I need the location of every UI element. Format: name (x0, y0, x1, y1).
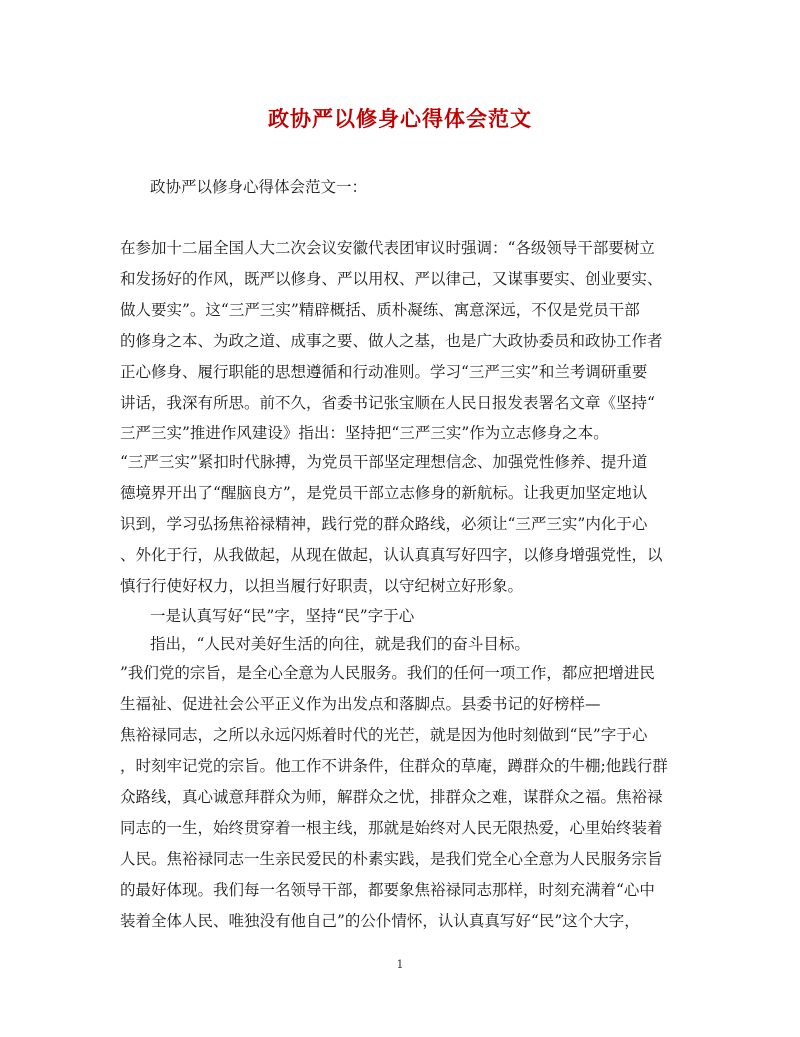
body-line: 的最好体现。我们每一名领导干部，都要象焦裕禄同志那样，时刻充满着“心中 (120, 881, 655, 899)
body-line: 众路线，真心诚意拜群众为师，解群众之忧，排群众之难，谋群众之福。焦裕禄 (120, 788, 663, 806)
body-line: “三严三实”紧扣时代脉搏，为党员干部坚定理想信念、加强党性修养、提升道 (120, 453, 648, 471)
body-line: 正心修身、履行职能的思想遵循和行动准则。学习“三严三实”和兰考调研重要 (120, 363, 648, 381)
body-line: 做人要实”。这“三严三实”精辟概括、质朴凝练、寓意深远，不仅是党员干部 (120, 301, 640, 319)
body-line: ”我们党的宗旨，是全心全意为人民服务。我们的任何一项工作，都应把增进民 (120, 664, 655, 682)
body-line: 三严三实”推进作风建设》指出：坚持把“三严三实”作为立志修身之本。 (120, 424, 609, 442)
body-line: 慎行行使好权力，以担当履行好职责，以守纪树立好形象。 (120, 577, 524, 595)
body-line: 装着全体人民、唯独没有他自己”的公仆情怀，认认真真写好“民”这个大字， (120, 912, 640, 930)
body-line: 生福祉、促进社会公平正义作为出发点和落脚点。县委书记的好榜样— (120, 695, 601, 713)
body-line: 指出，“人民对美好生活的向往，就是我们的奋斗目标。 (150, 635, 530, 653)
page-number: 1 (396, 958, 404, 971)
body-line: 、外化于行，从我做起，从现在做起，认认真真写好四字，以修身增强党性，以 (120, 546, 663, 564)
body-line: 和发扬好的作风，既严以修身、严以用权、严以律己，又谋事要实、创业要实、 (120, 270, 663, 288)
document-body (120, 233, 690, 937)
body-line: 焦裕禄同志，之所以永远闪烁着时代的光芒，就是因为他时刻做到“民”字于心 (120, 726, 648, 744)
body-line: 同志的一生，始终贯穿着一根主线，那就是始终对人民无限热爱，心里始终装着 (120, 819, 663, 837)
document-subtitle: 政协严以修身心得体会范文一： (150, 178, 368, 196)
body-line: ，时刻牢记党的宗旨。他工作不讲条件，住群众的草庵，蹲群众的牛棚;他践行群 (120, 757, 668, 775)
body-line: 德境界开出了“醒脑良方”，是党员干部立志修身的新航标。让我更加坚定地认 (120, 484, 648, 502)
body-line: 讲话，我深有所思。前不久，省委书记张宝顺在人民日报发表署名文章《坚持“ (120, 394, 655, 412)
body-line: 人民。焦裕禄同志一生亲民爱民的朴素实践，是我们党全心全意为人民服务宗旨 (120, 850, 663, 868)
section-heading: 一是认真写好“民”字，坚持“民”字于心 (150, 607, 415, 625)
body-line: 在参加十二届全国人大二次会议安徽代表团审议时强调：“各级领导干部要树立 (120, 239, 655, 257)
body-line: 的修身之本、为政之道、成事之要、做人之基，也是广大政协委员和政协工作者 (120, 332, 663, 350)
body-line: 识到，学习弘扬焦裕禄精神，践行党的群众路线，必须让“三严三实”内化于心 (120, 515, 648, 533)
document-title: 政协严以修身心得体会范文 (268, 106, 532, 131)
